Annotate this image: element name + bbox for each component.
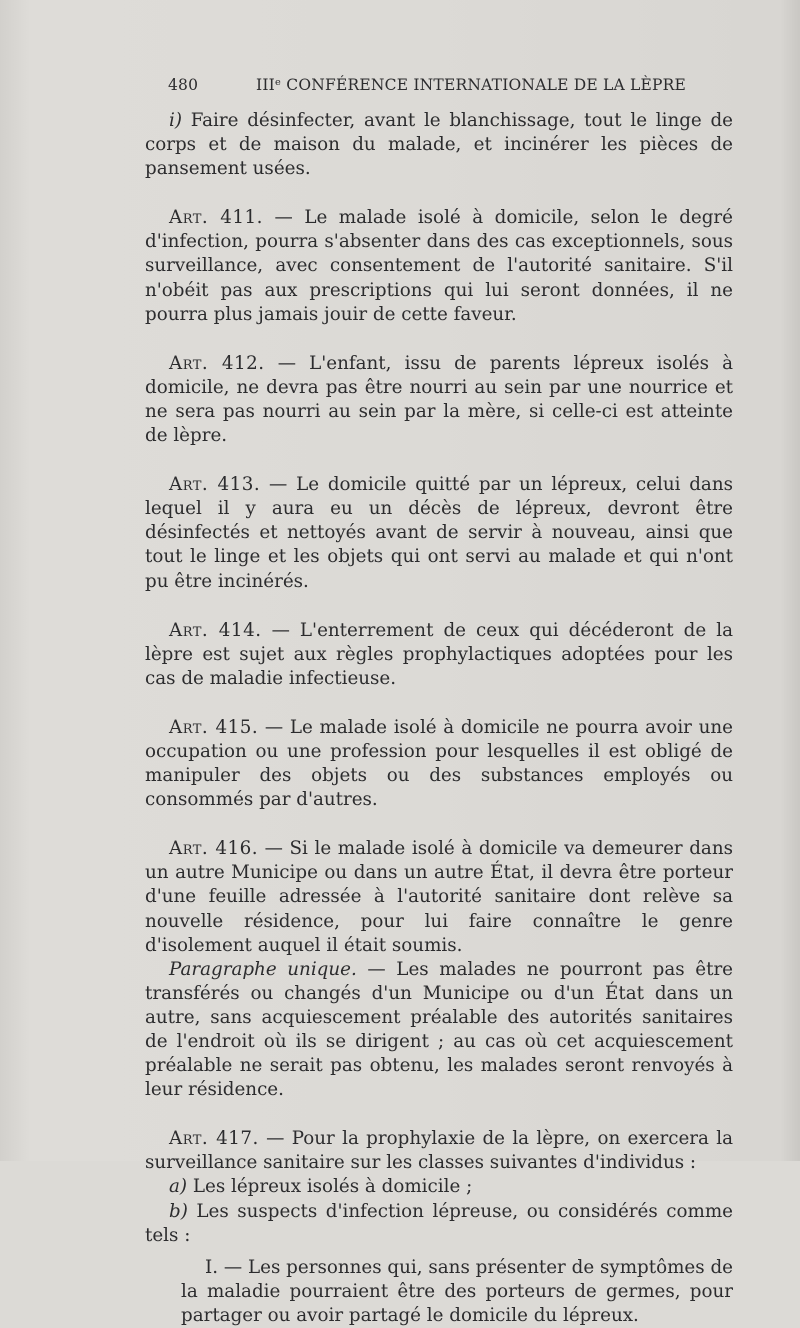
paragraph-text: — L'enterrement de ceux qui décéderont de la lèpre est sujet aux règles prophylactiques adoptées pour les cas de maladie infectieuse. — [145, 619, 733, 689]
paragraph-text: — Le malade isolé à domicile, selon le degré d'infection, pourra s'absenter dans des cas exceptionnels, sous surveillance, avec consentement de l'autorité sanitaire. S'il n'obéit pas aux prescriptions qui lui seront données, il ne pourra plus jamais jouir de cette faveur. — [145, 207, 733, 325]
article-412 — [145, 352, 733, 448]
paragraph-text: — L'enfant, issu de parents lépreux isolés à domicile, ne devra pas être nourri au sein par une nourrice et ne sera pas nourri au sein par la mère, si celle-ci est atteinte de lèpre. — [145, 352, 733, 447]
article-label: Art. 412. — [169, 352, 265, 374]
article-label: Art. 413. — [169, 474, 261, 496]
article-label: Art. 417. — [169, 1128, 259, 1150]
body-text — [145, 109, 733, 1328]
paragraph-text: — Si le malade isolé à domicile va demeurer dans un autre Municipe ou dans un autre État, il devra être porteur d'une feuille adressée à l'autorité sanitaire dont relève sa nouvelle résidence, pour lui faire connaître le genre d'isolement auquel il était soumis. — [145, 838, 733, 956]
list-item-a — [145, 1175, 733, 1199]
page-number: 480 — [168, 76, 199, 94]
article-414 — [145, 619, 733, 691]
article-label: Art. 411. — [169, 207, 263, 229]
paragraph-item-i — [145, 109, 733, 181]
article-416 — [145, 837, 733, 957]
article-label: Art. 415. — [169, 716, 259, 738]
article-413 — [145, 473, 733, 593]
paragraph-text: — Pour la prophylaxie de la lèpre, on exercera la surveillance sanitaire sur les classes suivantes d'individus : — [145, 1128, 733, 1174]
paragraphe-unique — [145, 958, 733, 1103]
list-item-b — [145, 1200, 733, 1248]
item-label: I. — [205, 1256, 219, 1278]
article-label: Art. 414. — [169, 619, 262, 641]
sub-item-I — [145, 1256, 733, 1328]
article-417 — [145, 1127, 733, 1175]
paragraph-text: Faire désinfecter, avant le blanchissage, tout le linge de corps et de maison du malade, et incinérer les pièces de pansement usées. — [145, 110, 733, 180]
paragraph-text: Les suspects d'infection lépreuse, ou considérés comme tels : — [145, 1200, 733, 1246]
paragraph-text: — Le malade isolé à domicile ne pourra avoir une occupation ou une profession pour lesquelles il est obligé de manipuler des objets ou des substances employés ou consommés par d'autres. — [145, 716, 733, 811]
paragraph-text: — Les malades ne pourront pas être transférés ou changés d'un Municipe ou d'un État dans un autre, sans acquiescement préalable des autorités sanitaires de l'endroit où ils se dirigent ; au cas où cet acquiescement préalable ne serait pas obtenu, les malades seront renvoyés à leur résidence. — [145, 958, 733, 1101]
paragraph-text: — Le domicile quitté par un lépreux, celui dans lequel il y aura eu un décès de lépreux, devront être désinfectés et nettoyés avant de servir à nouveau, ainsi que tout le linge et les objets qui ont servi au malade et qui n'ont pu être incinérés. — [145, 474, 733, 592]
paragraph-label: Paragraphe unique. — [169, 958, 357, 980]
article-411 — [145, 206, 733, 326]
paragraph-text: — Les personnes qui, sans présenter de symptômes de la maladie pourraient être des porteurs de germes, pour partager ou avoir partagé le domicile du lépreux. — [181, 1256, 733, 1326]
running-header — [0, 76, 800, 100]
item-label: i) — [169, 110, 182, 131]
running-title: IIIᵉ CONFÉRENCE INTERNATIONALE DE LA LÈPRE — [256, 76, 687, 94]
paragraph-text: Les lépreux isolés à domicile ; — [187, 1176, 473, 1198]
item-label: a) — [169, 1176, 188, 1198]
article-415 — [145, 716, 733, 812]
item-label: b) — [169, 1200, 188, 1222]
article-label: Art. 416. — [169, 838, 259, 860]
